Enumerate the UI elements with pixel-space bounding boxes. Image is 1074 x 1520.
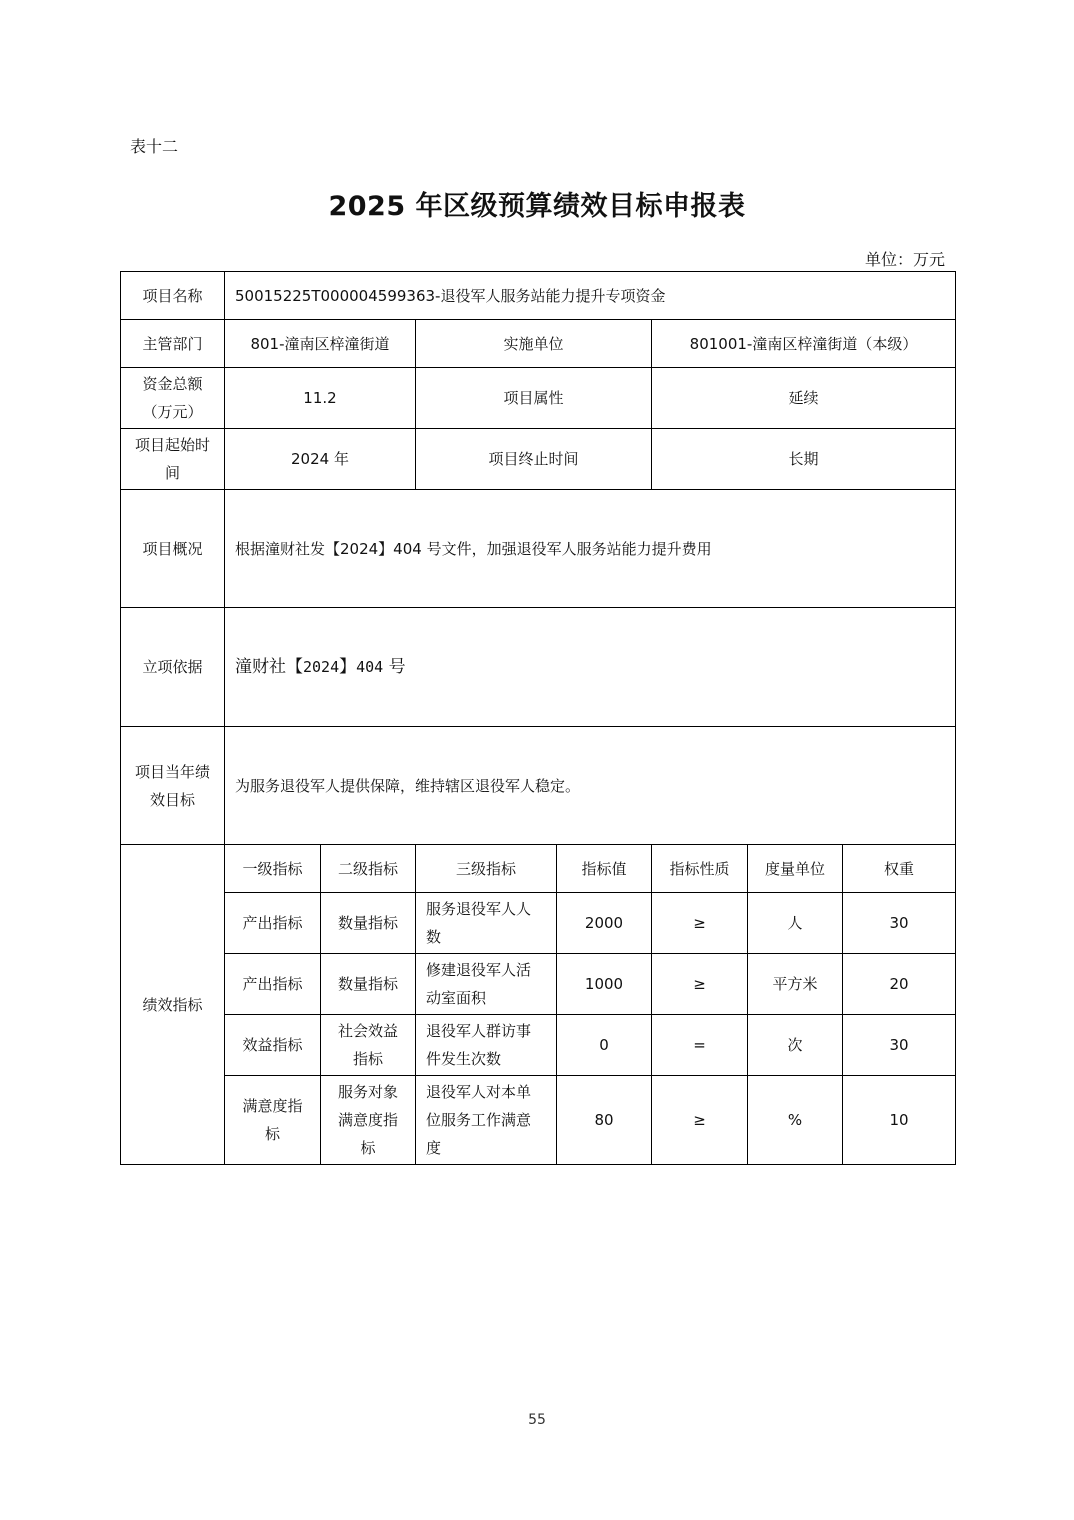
nature-cell: = <box>652 1015 748 1076</box>
weight-cell: 30 <box>843 1015 956 1076</box>
value-cell: 2000 <box>557 893 652 954</box>
level3-line1: 退役军人群访事 <box>426 1022 532 1040</box>
impl-label: 实施单位 <box>416 320 652 368</box>
department-row <box>121 320 956 368</box>
goal-value: 为服务退役军人提供保障，维持辖区退役军人稳定。 <box>225 727 956 845</box>
project-name-value: 50015225T000004599363-退役军人服务站能力提升专项资金 <box>225 272 956 320</box>
unit-label: 单位：万元 <box>864 250 945 269</box>
level1-line1: 产出指标 <box>242 914 303 932</box>
level1-cell <box>225 1015 321 1076</box>
end-value: 长期 <box>652 429 956 490</box>
level1-cell <box>225 893 321 954</box>
end-label: 项目终止时间 <box>416 429 652 490</box>
funds-label-line2: （万元） <box>142 403 203 421</box>
level2-line1: 服务对象 <box>337 1083 398 1101</box>
basis-row <box>121 608 956 727</box>
goal-label <box>121 727 225 845</box>
start-label <box>121 429 225 490</box>
indicator-row <box>121 1015 956 1076</box>
unit-cell: 次 <box>748 1015 843 1076</box>
funds-label <box>121 368 225 429</box>
basis-year: 2024 <box>303 658 340 676</box>
level3-line1: 服务退役军人人 <box>426 900 532 918</box>
unit-cell: 平方米 <box>748 954 843 1015</box>
level1-line2: 标 <box>264 1125 280 1143</box>
overview-label: 项目概况 <box>121 490 225 608</box>
weight-cell: 10 <box>843 1076 956 1165</box>
basis-text-e: 号 <box>383 657 406 677</box>
level3-cell <box>416 954 557 1015</box>
dept-value: 801-潼南区梓潼街道 <box>225 320 416 368</box>
value-cell: 80 <box>557 1076 652 1165</box>
basis-label: 立项依据 <box>121 608 225 727</box>
level1-cell <box>225 954 321 1015</box>
level3-line1: 修建退役军人活 <box>426 961 532 979</box>
impl-value: 801001-潼南区梓潼街道（本级） <box>652 320 956 368</box>
level2-line2: 满意度指 <box>337 1111 398 1129</box>
weight-cell: 30 <box>843 893 956 954</box>
weight-cell: 20 <box>843 954 956 1015</box>
level2-line1: 数量指标 <box>337 975 398 993</box>
level2-line1: 数量指标 <box>337 914 398 932</box>
period-row <box>121 429 956 490</box>
level3-line1: 退役军人对本单 <box>426 1083 532 1101</box>
unit-cell: % <box>748 1076 843 1165</box>
perf-label: 绩效指标 <box>121 845 225 1165</box>
header-unit: 度量单位 <box>748 845 843 893</box>
indicator-header-row <box>121 845 956 893</box>
goal-row <box>121 727 956 845</box>
nature-cell: ≥ <box>652 893 748 954</box>
header-level3: 三级指标 <box>416 845 557 893</box>
page-title: 2025 年区级预算绩效目标申报表 <box>328 191 746 222</box>
level2-line3: 标 <box>360 1139 376 1157</box>
basis-value <box>225 608 956 727</box>
funds-value: 11.2 <box>225 368 416 429</box>
dept-label: 主管部门 <box>121 320 225 368</box>
level1-cell <box>225 1076 321 1165</box>
nature-cell: ≥ <box>652 954 748 1015</box>
start-label-line1: 项目起始时 <box>134 436 210 454</box>
funds-label-line1: 资金总额 <box>142 375 203 393</box>
level2-cell <box>321 893 416 954</box>
level3-line2: 件发生次数 <box>426 1050 502 1068</box>
header-nature: 指标性质 <box>652 845 748 893</box>
start-label-line2: 间 <box>164 464 180 482</box>
header-level2: 二级指标 <box>321 845 416 893</box>
level2-cell <box>321 1076 416 1165</box>
start-value: 2024 年 <box>225 429 416 490</box>
indicator-row <box>121 893 956 954</box>
goal-label-line1: 项目当年绩 <box>134 762 210 781</box>
attr-value: 延续 <box>652 368 956 429</box>
basis-number: 404 <box>356 658 384 676</box>
level1-line1: 效益指标 <box>242 1036 303 1054</box>
level1-line1: 产出指标 <box>242 975 303 993</box>
indicator-row <box>121 1076 956 1165</box>
level2-cell <box>321 954 416 1015</box>
level1-line1: 满意度指 <box>242 1097 303 1115</box>
basis-text-a: 潼财社【 <box>235 657 303 677</box>
level3-cell <box>416 893 557 954</box>
value-cell: 1000 <box>557 954 652 1015</box>
header-value: 指标值 <box>557 845 652 893</box>
header-weight: 权重 <box>843 845 956 893</box>
project-name-row <box>121 272 956 320</box>
nature-cell: ≥ <box>652 1076 748 1165</box>
indicator-row <box>121 954 956 1015</box>
level2-line2: 指标 <box>352 1050 383 1068</box>
goal-label-line2: 效目标 <box>149 790 195 809</box>
performance-target-form <box>120 271 956 1165</box>
level3-line2: 动室面积 <box>426 989 487 1007</box>
unit-cell: 人 <box>748 893 843 954</box>
attr-label: 项目属性 <box>416 368 652 429</box>
level2-line1: 社会效益 <box>337 1022 398 1040</box>
header-level1: 一级指标 <box>225 845 321 893</box>
overview-row <box>121 490 956 608</box>
level3-line2: 数 <box>426 928 442 946</box>
level3-cell <box>416 1015 557 1076</box>
level2-cell <box>321 1015 416 1076</box>
funds-row <box>121 368 956 429</box>
overview-value: 根据潼财社发【2024】404 号文件，加强退役军人服务站能力提升费用 <box>225 490 956 608</box>
level3-line3: 度 <box>426 1139 442 1157</box>
table-number: 表十二 <box>130 137 179 156</box>
project-name-label: 项目名称 <box>121 272 225 320</box>
level3-cell <box>416 1076 557 1165</box>
level3-line2: 位服务工作满意 <box>426 1111 532 1129</box>
page-number: 55 <box>528 1412 546 1428</box>
basis-text-c: 】 <box>339 657 357 677</box>
value-cell: 0 <box>557 1015 652 1076</box>
